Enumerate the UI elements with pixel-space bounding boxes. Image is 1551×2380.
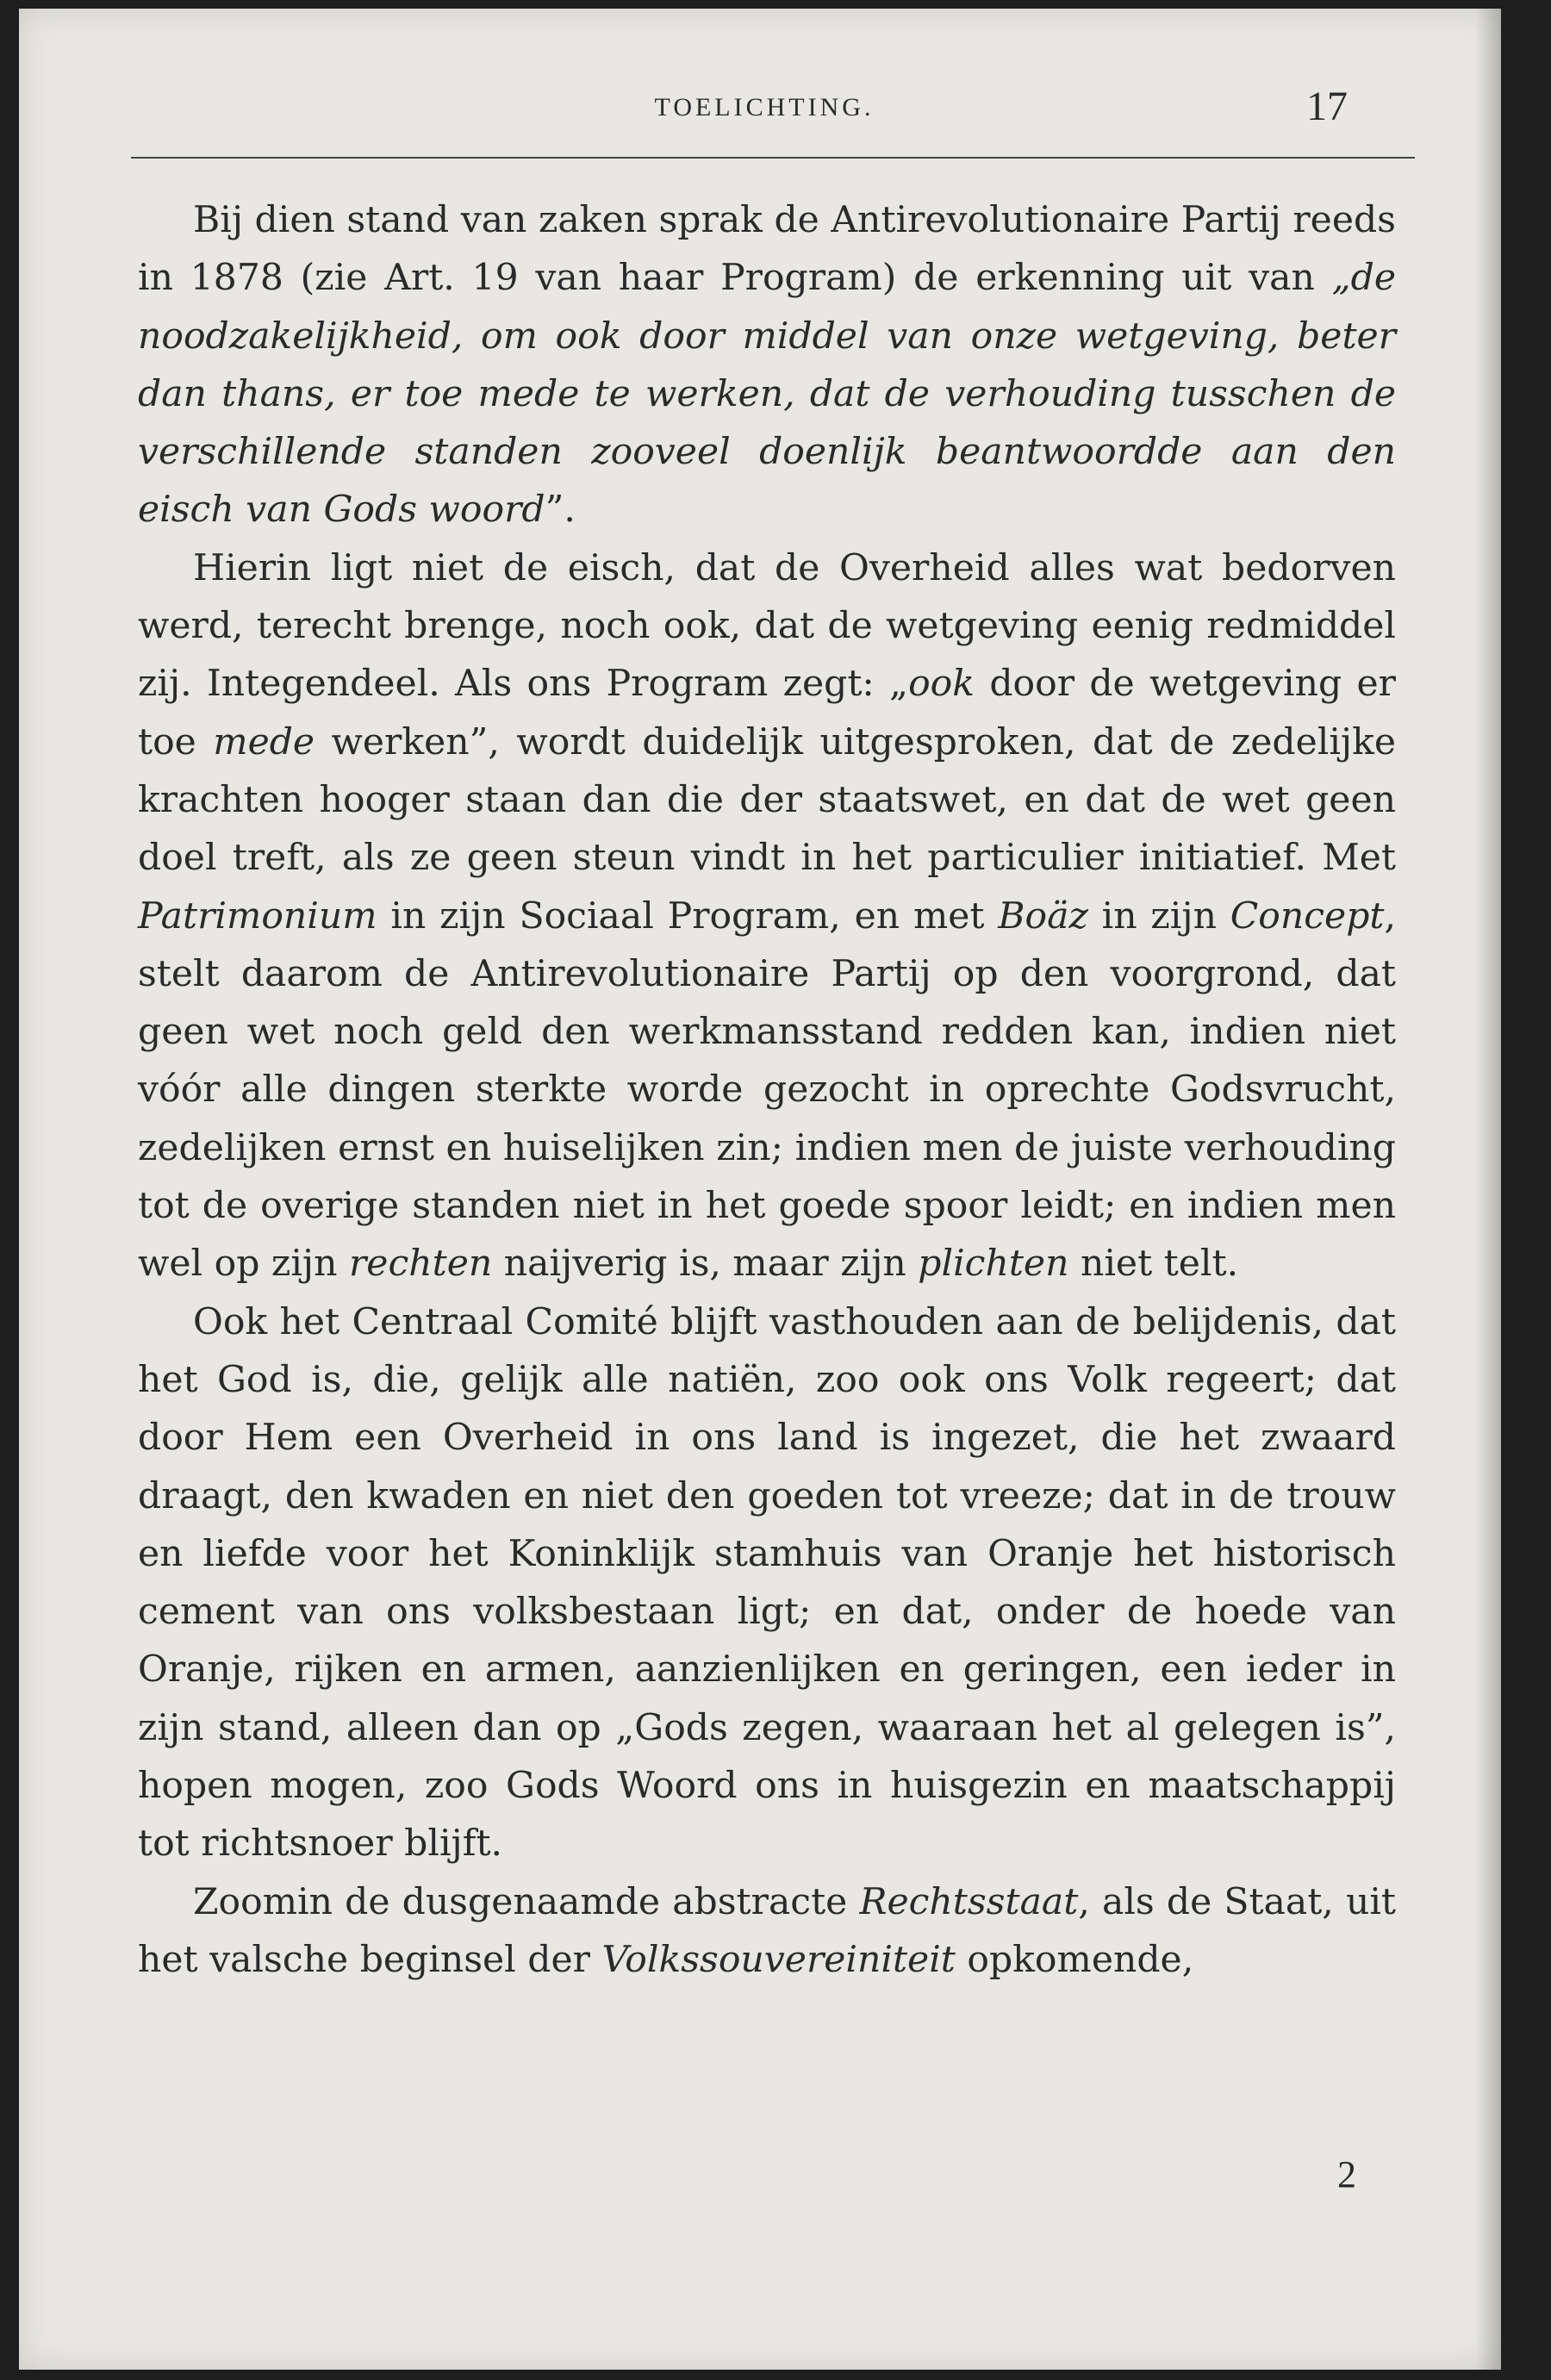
italic-run: „de noodzakelijkheid, om ook door middel van onze wetgeving, beter dan thans, er toe mede te werken, dat de verhouding tusschen de verschillende standen zooveel doenlijk beantwoordde aan den eisch van Gods woord [138, 257, 1396, 532]
italic-run: Concept [1230, 894, 1385, 938]
running-header [131, 84, 1398, 143]
text-run: in zijn [1087, 894, 1230, 938]
signature-mark: 2 [1337, 2153, 1356, 2196]
running-title: TOELICHTING. [654, 93, 875, 121]
text-run: in zijn Sociaal Program, en met [377, 894, 999, 938]
paragraph [138, 191, 1396, 539]
text-run: niet telt. [1068, 1243, 1239, 1286]
text-run: Bij dien stand van zaken sprak de Antirevolutionaire Partij reeds in 1878 (zie Art. 19 van haar Program) de erkenning uit van [138, 199, 1396, 300]
paragraph [138, 1873, 1396, 1990]
paragraph [138, 539, 1396, 1293]
text-run: ”. [545, 489, 576, 532]
text-run: , stelt daarom de Antirevolutionaire Partij op den voorgrond, dat geen wet noch geld den werkmansstand redden kan, indien niet vóór alle dingen sterkte worde gezocht in oprechte Godsvrucht, zedelijken ernst en huiselijken zin; indien men de juiste verhouding tot de overige standen niet in het goede spoor leidt; en indien men wel op zijn [138, 894, 1396, 1286]
italic-run: Boäz [998, 894, 1088, 938]
italic-run: mede [213, 720, 315, 763]
italic-run: plichten [918, 1243, 1069, 1286]
paragraph [138, 1293, 1396, 1873]
body-text [138, 191, 1396, 1989]
text-run: door de wetgeving er toe [138, 663, 1396, 763]
italic-run: ook [908, 663, 975, 706]
text-run: Zoomin de dusgenaamde abstracte [193, 1880, 860, 1923]
text-run: werken”, wordt duidelijk uitgesproken, dat de zedelijke krachten hooger staan dan die der staatswet, en dat de wet geen doel treft, als ze geen steun vindt in het particulier initiatief. Met [138, 720, 1397, 880]
page-number: 17 [1306, 84, 1348, 129]
italic-run: Rechtsstaat [859, 1880, 1079, 1923]
text-run: naijverig is, maar zijn [492, 1243, 919, 1286]
text-run: opkomende, [955, 1938, 1194, 1981]
text-run: , als de Staat, uit het valsche beginsel der [138, 1880, 1396, 1981]
italic-run: rechten [348, 1243, 493, 1286]
italic-run: Patrimonium [138, 894, 377, 938]
text-run: Ook het Centraal Comité blijft vasthouden aan de belijdenis, dat het God is, die, gelijk alle natiën, zoo ook ons Volk regeert; dat door Hem een Overheid in ons land is ingezet, die het zwaard draagt, den kwaden en niet den goeden tot vreeze; dat in de trouw en liefde voor het Koninklijk stamhuis van Oranje het historisch cement van ons volksbestaan ligt; en dat, onder de hoede van Oranje, rijken en armen, aanzienlijken en geringen, een ieder in zijn stand, alleen dan op „Gods zegen, waaraan het al gelegen is”, hopen mogen, zoo Gods Woord ons in huisgezin en maatschappij tot richtsnoer blijft. [138, 1300, 1396, 1866]
text-run: Hierin ligt niet de eisch, dat de Overheid alles wat bedorven werd, terecht brenge, noch ook, dat de wetgeving eenig redmiddel zij. Integendeel. Als ons Program zegt: „ [138, 546, 1396, 706]
book-page [19, 9, 1501, 2370]
header-rule [131, 157, 1415, 159]
italic-run: Volkssouvereiniteit [601, 1938, 956, 1981]
